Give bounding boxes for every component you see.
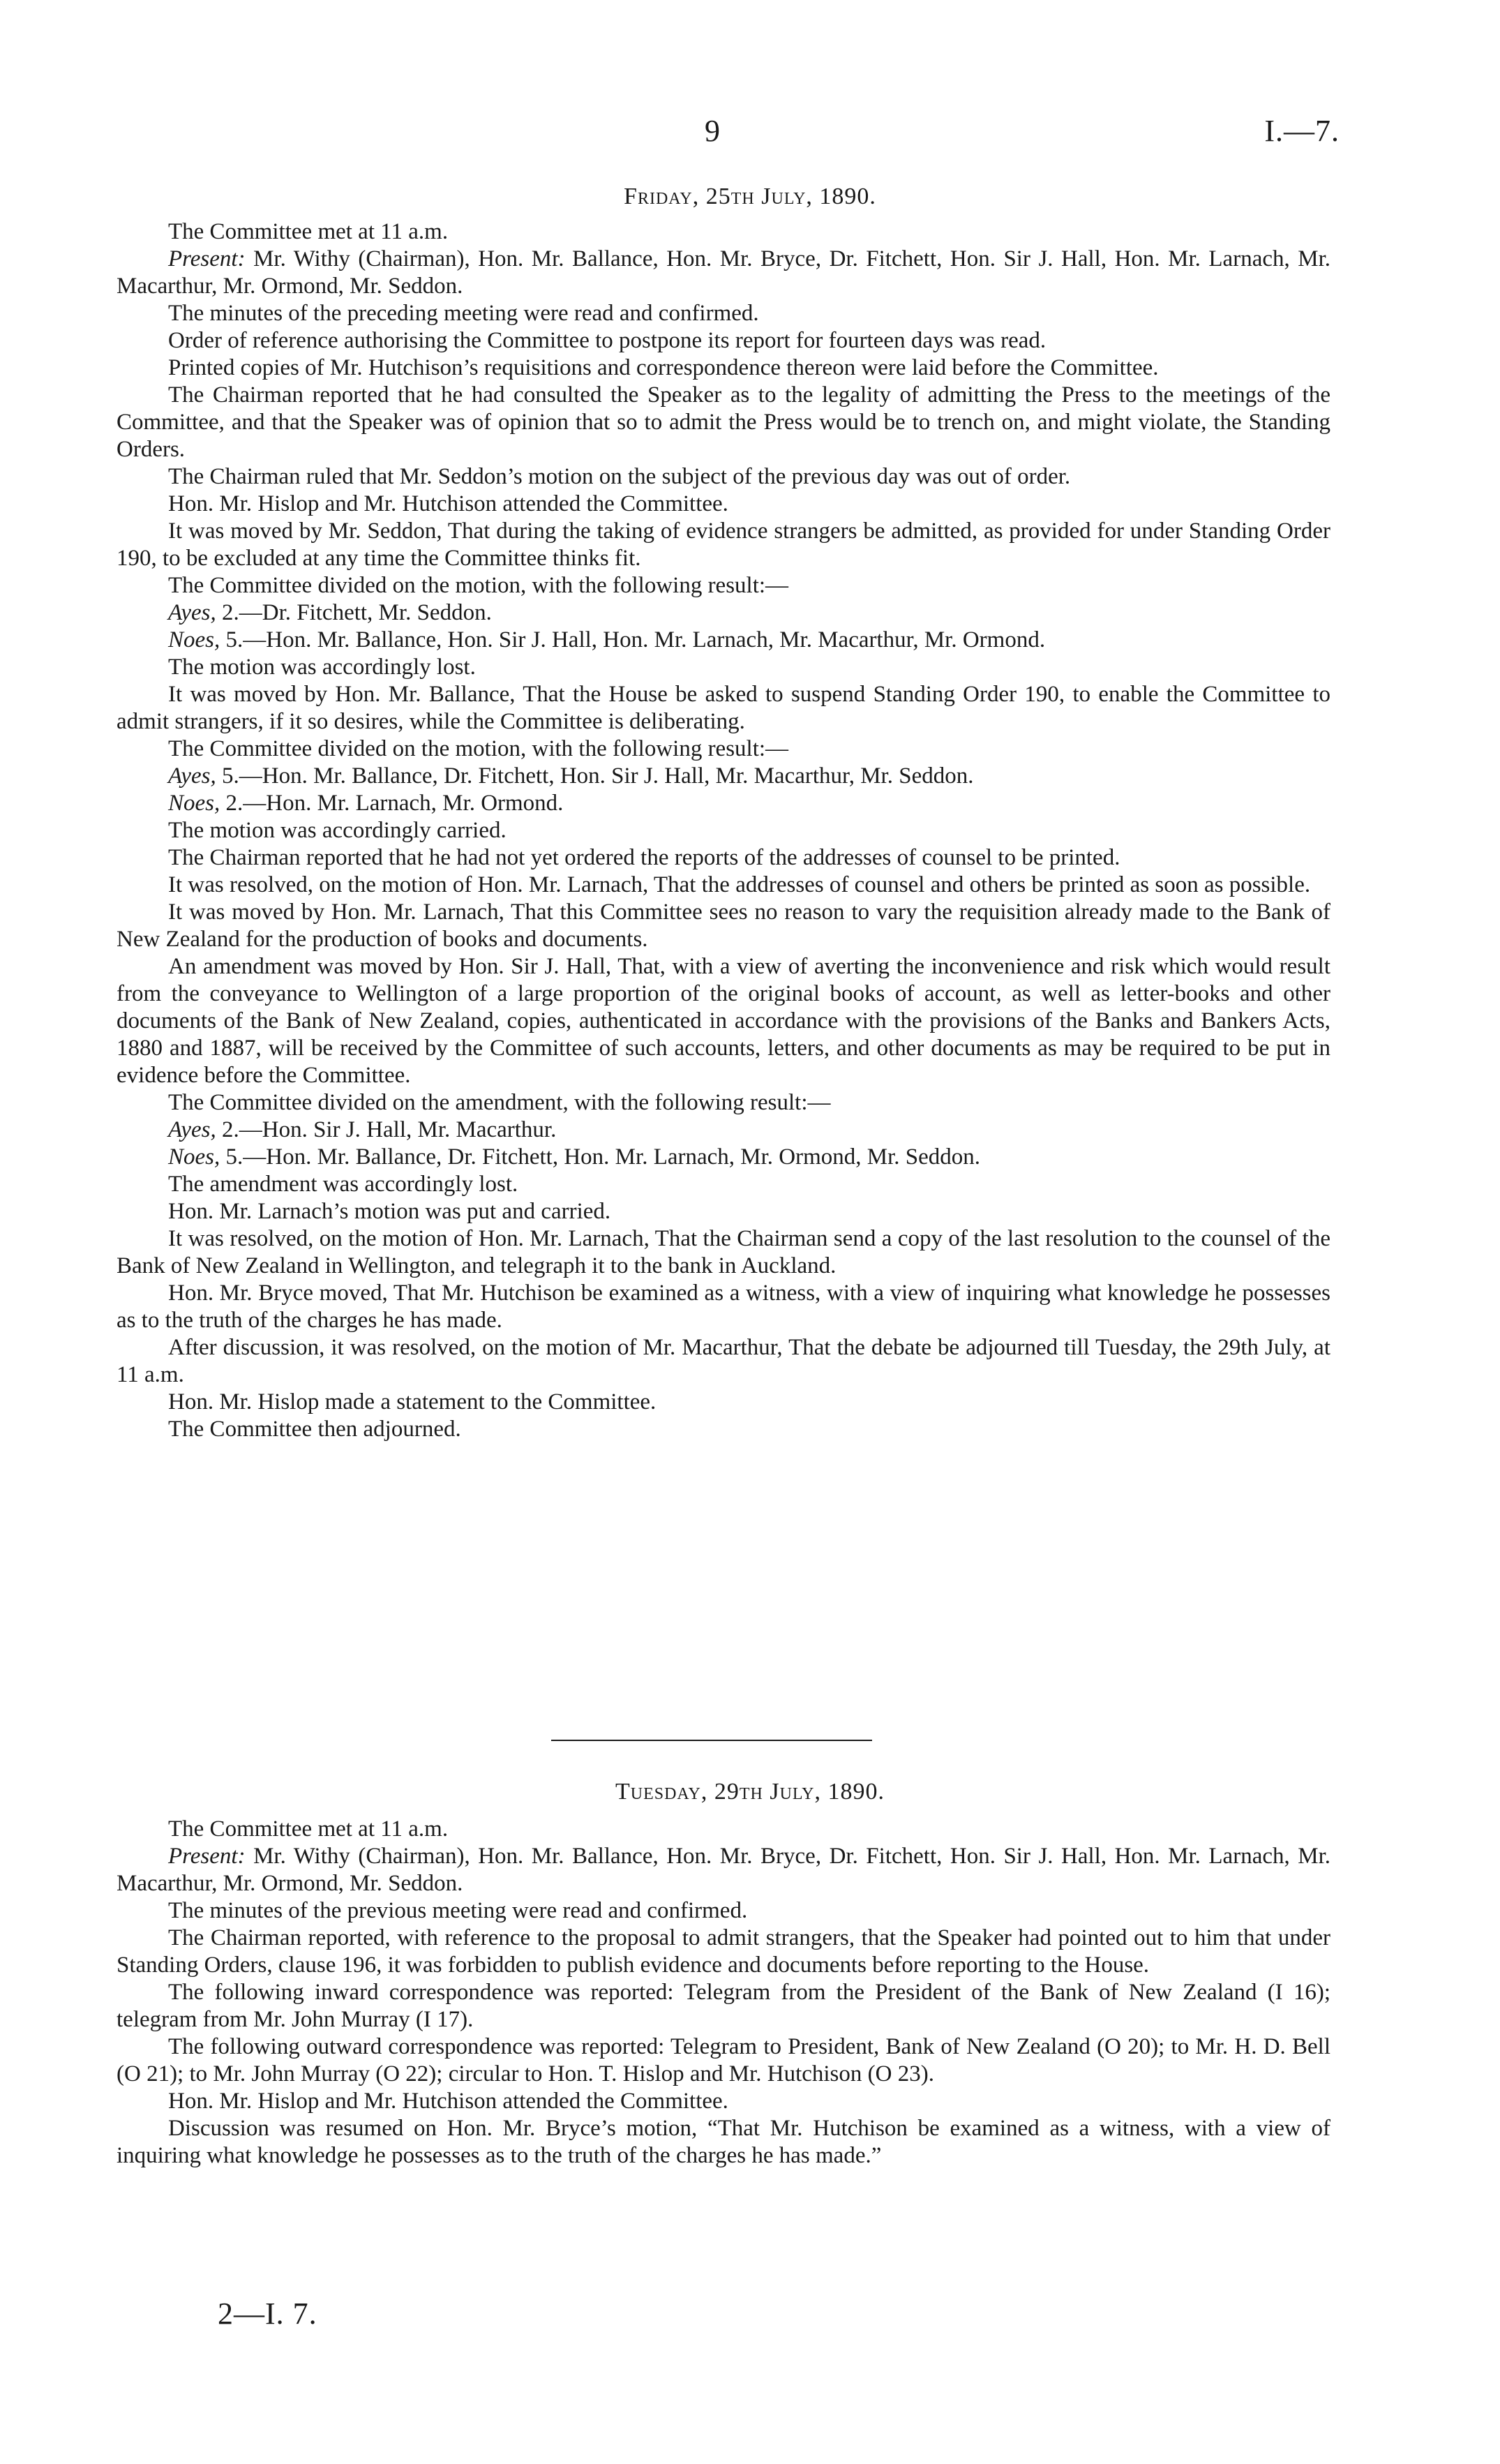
paragraph-text: It was moved by Hon. Mr. Ballance, That the House be asked to suspend Standing Order 190, to enable the Committee to admit strangers, if it so desires, while the Committee is deliberating. [117,682,1330,734]
paragraph-lead: Noes, [168,791,220,816]
paragraph-text: The amendment was accordingly lost. [168,1172,518,1197]
paragraph-text: The following inward correspondence was reported: Telegram from the President of the Bank of New Zealand (I 16); telegram from Mr. John Murray (I 17). [117,1980,1330,2032]
paragraph-text: The motion was accordingly lost. [168,655,476,680]
paragraph-text: It was resolved, on the motion of Hon. Mr. Larnach, That the addresses of counsel and others be printed as soon as possible. [168,872,1311,897]
signature-mark: 2—I. 7. [218,2297,317,2331]
minute-paragraph [117,518,1330,572]
paragraph-lead: Ayes, [168,600,216,625]
minute-paragraph [117,354,1330,382]
minute-paragraph [117,899,1330,953]
paragraph-text: Mr. Withy (Chairman), Hon. Mr. Ballance, Hon. Mr. Bryce, Dr. Fitchett, Hon. Sir J. Hall, Hon. Mr. Larnach, Mr. Macarthur, Mr. Ormond, Mr. Seddon. [117,246,1330,299]
minute-paragraph [117,763,1330,790]
minute-paragraph [117,1198,1330,1225]
paragraph-text: 5.—Hon. Mr. Ballance, Dr. Fitchett, Hon. Mr. Larnach, Mr. Ormond, Mr. Seddon. [220,1144,981,1170]
minute-paragraph [117,736,1330,763]
paragraph-lead: Present: [168,246,246,271]
minute-paragraph [117,844,1330,872]
paragraph-text: The Committee divided on the amendment, with the following result:— [168,1090,831,1115]
paragraph-text: 2.—Hon. Sir J. Hall, Mr. Macarthur. [216,1117,557,1142]
paragraph-text: Hon. Mr. Hislop and Mr. Hutchison attended the Committee. [168,2089,728,2114]
minute-paragraph [117,300,1330,327]
minute-paragraph [117,1144,1330,1171]
minute-paragraph [117,1816,1330,1843]
minute-paragraph [117,1979,1330,2033]
minute-paragraph [117,382,1330,463]
paragraph-text: It was moved by Hon. Mr. Larnach, That this Committee sees no reason to vary the requisition already made to the Bank of New Zealand for the production of books and documents. [117,899,1330,952]
paragraph-text: Order of reference authorising the Committee to postpone its report for fourteen days was read. [168,328,1047,353]
minute-paragraph [117,1225,1330,1280]
minute-paragraph [117,953,1330,1089]
minute-paragraph [117,2088,1330,2115]
paragraph-text: Hon. Mr. Bryce moved, That Mr. Hutchison be examined as a witness, with a view of inquiring what knowledge he possesses as to the truth of the charges he has made. [117,1280,1330,1333]
minute-paragraph [117,1389,1330,1416]
minute-paragraph [117,872,1330,899]
paragraph-text: An amendment was moved by Hon. Sir J. Hall, That, with a view of averting the inconvenience and risk which would result from the conveyance to Wellington of a large proportion of the original books of account, as well as letter-books and other documents of the Bank of New Zealand, copies, authenticated in accordance with the provisions of the Banks and Bankers Acts, 1880 and 1887, will be received by the Committee of such accounts, letters, and other documents as may be required to be put in evidence before the Committee. [117,954,1330,1088]
section-heading-tuesday: Tuesday, 29th July, 1890. [615,1779,885,1805]
minute-paragraph [117,1334,1330,1389]
paragraph-text: The Chairman ruled that Mr. Seddon’s motion on the subject of the previous day was out of order. [168,464,1071,489]
minute-paragraph [117,2033,1330,2088]
paragraph-text: The Chairman reported that he had not yet ordered the reports of the addresses of counsel to be printed. [168,845,1120,870]
minute-paragraph [117,1117,1330,1144]
minute-paragraph [117,1171,1330,1198]
paragraph-text: 5.—Hon. Mr. Ballance, Hon. Sir J. Hall, Hon. Mr. Larnach, Mr. Macarthur, Mr. Ormond. [220,627,1046,652]
minute-paragraph [117,2115,1330,2170]
minute-paragraph [117,1416,1330,1443]
paragraph-text: The Chairman reported that he had consulted the Speaker as to the legality of admitting the Press to the meetings of the Committee, and that the Speaker was of opinion that so to admit the Press would be to trench on, and might violate, the Standing Orders. [117,382,1330,462]
paragraph-text: The Chairman reported, with reference to the proposal to admit strangers, that the Speaker had pointed out to him that under Standing Orders, clause 196, it was forbidden to publish evidence and documents before reporting to the House. [117,1925,1330,1978]
minute-paragraph [117,246,1330,300]
paragraph-text: 2.—Dr. Fitchett, Mr. Seddon. [216,600,492,625]
paragraph-text: The minutes of the previous meeting were read and confirmed. [168,1898,748,1923]
paragraph-text: The motion was accordingly carried. [168,818,507,843]
paragraph-text: Discussion was resumed on Hon. Mr. Bryce’s motion, “That Mr. Hutchison be examined as a witness, with a view of inquiring what knowledge he possesses as to the truth of the charges he has made.” [117,2116,1330,2168]
paragraph-text: It was moved by Mr. Seddon, That during the taking of evidence strangers be admitted, as provided for under Standing Order 190, to be excluded at any time the Committee thinks fit. [117,518,1330,571]
minute-paragraph [117,790,1330,817]
paragraph-text: 5.—Hon. Mr. Ballance, Dr. Fitchett, Hon. Sir J. Hall, Mr. Macarthur, Mr. Seddon. [216,763,974,789]
minute-paragraph [117,572,1330,599]
document-reference: I.—7. [1264,114,1340,148]
paragraph-text: Hon. Mr. Larnach’s motion was put and carried. [168,1199,611,1224]
minute-paragraph [117,218,1330,246]
minute-paragraph [117,1089,1330,1117]
minute-paragraph [117,627,1330,654]
minute-paragraph [117,817,1330,844]
minute-paragraph [117,599,1330,627]
paragraph-text: Mr. Withy (Chairman), Hon. Mr. Ballance, Hon. Mr. Bryce, Dr. Fitchett, Hon. Sir J. Hall, Hon. Mr. Larnach, Mr. Macarthur, Mr. Ormond, Mr. Seddon. [117,1844,1330,1896]
paragraph-text: The following outward correspondence was reported: Telegram to President, Bank of New Zealand (O 20); to Mr. H. D. Bell (O 21); to Mr. John Murray (O 22); circular to Hon. T. Hislop and Mr. Hutchison (O 23). [117,2034,1330,2086]
paragraph-lead: Noes, [168,1144,220,1170]
paragraph-text: Hon. Mr. Hislop and Mr. Hutchison attended the Committee. [168,491,728,516]
paragraph-lead: Ayes, [168,763,216,789]
minute-paragraph [117,463,1330,491]
paragraph-text: The minutes of the preceding meeting were read and confirmed. [168,301,759,326]
page-number: 9 [705,114,720,148]
paragraph-text: The Committee divided on the motion, with the following result:— [168,573,789,598]
minute-paragraph [117,654,1330,681]
minute-paragraph [117,1843,1330,1897]
minute-paragraph [117,327,1330,354]
paragraph-lead: Present: [168,1844,246,1869]
paragraph-lead: Noes, [168,627,220,652]
paragraph-text: Hon. Mr. Hislop made a statement to the Committee. [168,1389,657,1414]
paragraph-text: The Committee then adjourned. [168,1417,461,1442]
section-divider [551,1740,872,1741]
paragraph-text: After discussion, it was resolved, on the motion of Mr. Macarthur, That the debate be adjourned till Tuesday, the 29th July, at 11 a.m. [117,1335,1330,1387]
minutes-friday [117,218,1330,1443]
paragraph-text: The Committee met at 11 a.m. [168,219,449,244]
minute-paragraph [117,1925,1330,1979]
section-heading-friday: Friday, 25th July, 1890. [624,184,876,209]
paragraph-text: It was resolved, on the motion of Hon. Mr. Larnach, That the Chairman send a copy of the last resolution to the counsel of the Bank of New Zealand in Wellington, and telegraph it to the bank in Auckland. [117,1226,1330,1278]
paragraph-text: The Committee divided on the motion, with the following result:— [168,736,789,761]
minute-paragraph [117,681,1330,736]
minute-paragraph [117,1897,1330,1925]
minute-paragraph [117,491,1330,518]
minute-paragraph [117,1280,1330,1334]
paragraph-text: 2.—Hon. Mr. Larnach, Mr. Ormond. [220,791,564,816]
minutes-tuesday [117,1816,1330,2170]
paragraph-lead: Ayes, [168,1117,216,1142]
paragraph-text: The Committee met at 11 a.m. [168,1816,449,1842]
paragraph-text: Printed copies of Mr. Hutchison’s requisitions and correspondence thereon were laid before the Committee. [168,355,1159,380]
